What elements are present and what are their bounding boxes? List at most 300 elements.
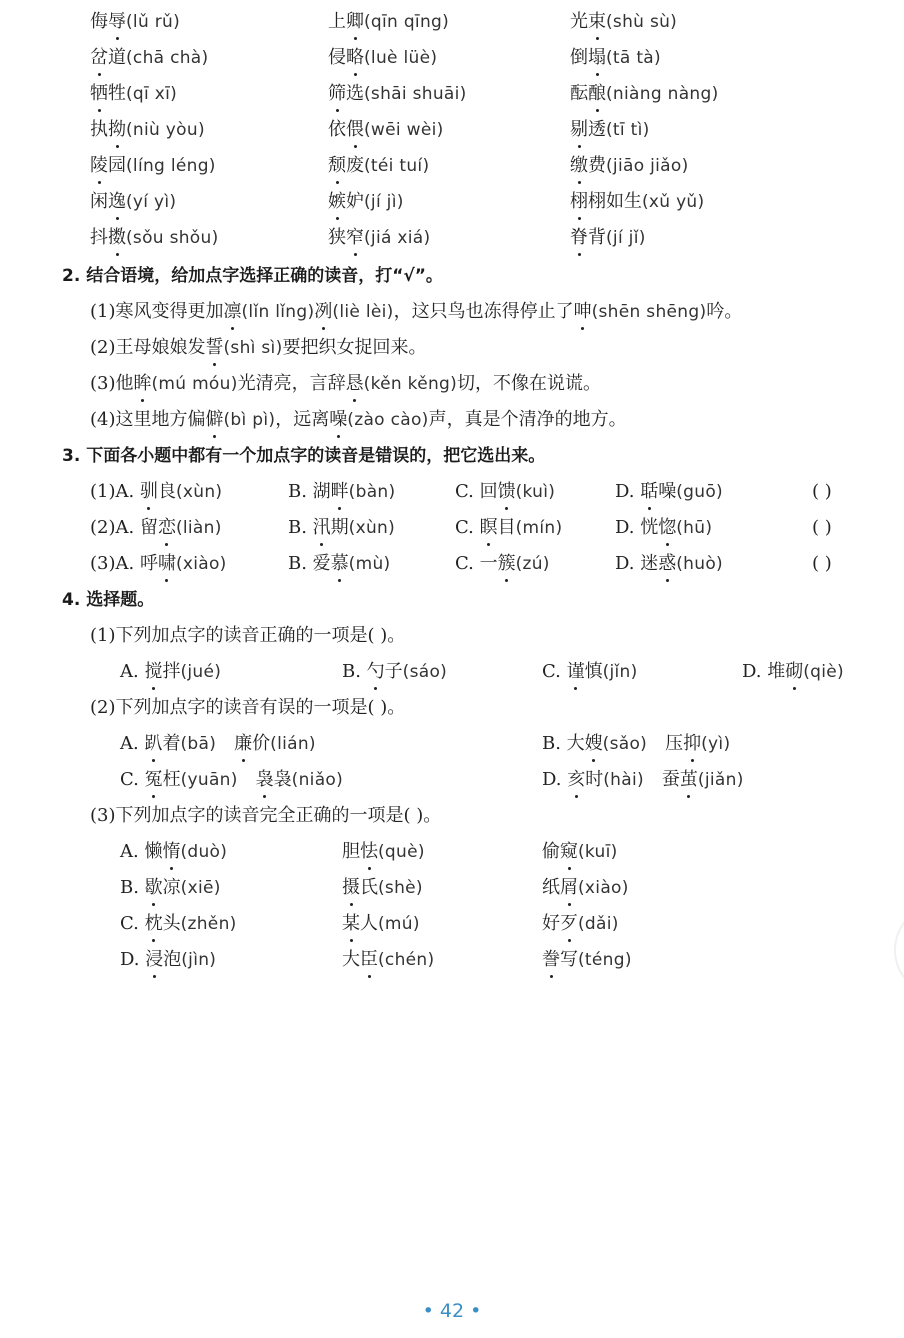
word-char: 背 (588, 227, 606, 248)
dotted-char: 勺 (366, 661, 385, 682)
word-entry (640, 481, 723, 502)
pinyin: (jǐn) (602, 662, 638, 682)
word-char: 上 (328, 11, 346, 32)
word-entry (570, 226, 646, 250)
word-char: 执 (90, 119, 108, 140)
dotted-char: 窥 (560, 841, 578, 862)
word-char: 酝 (570, 83, 588, 104)
word-char: 抖 (90, 227, 108, 248)
dotted-char: 汛 (312, 517, 331, 538)
dotted-char: 馈 (497, 481, 516, 502)
dotted-char: 谨 (566, 661, 585, 682)
dotted-char: 呻 (573, 301, 592, 322)
pinyin: (shè) (378, 878, 423, 898)
word-char: 依 (328, 119, 346, 140)
option-d[interactable] (542, 768, 744, 792)
word-char: 大 (342, 949, 360, 970)
pinyin: (mù) (348, 554, 391, 574)
word-char: 透 (588, 119, 606, 140)
word-entry (140, 517, 222, 538)
pinyin: (xiào) (578, 878, 629, 898)
word-entry (145, 769, 238, 790)
option-a (90, 516, 222, 540)
word-entry (140, 553, 227, 574)
option-label: B. (542, 733, 567, 754)
word-char: 氏 (360, 877, 378, 898)
word-entry (640, 517, 712, 538)
pinyin-choices: (bì pì) (223, 410, 276, 430)
pinyin-choices: (kěn kěng) (363, 374, 458, 394)
dotted-char: 塌 (588, 47, 606, 68)
sentence-text: (2)王母娘娘发 (90, 337, 206, 358)
dotted-char: 誓 (205, 337, 224, 358)
pinyin-choices: (lǐn lǐng) (241, 302, 315, 322)
pinyin: (xǔ yǔ) (642, 192, 705, 212)
dotted-char: 卿 (346, 11, 364, 32)
option-label: D. (615, 517, 641, 538)
word-entry (542, 841, 618, 862)
word-entry (90, 190, 176, 214)
word-entry (542, 949, 632, 970)
word-char: 妒 (346, 191, 364, 212)
dotted-char: 噪 (329, 409, 348, 430)
item-number: (3) (90, 553, 116, 574)
dotted-char: 抑 (683, 733, 702, 754)
word-char: 蚕 (661, 769, 680, 790)
option-label: A. (115, 517, 140, 538)
sentence-text: 光清亮，言辞 (237, 373, 346, 394)
dotted-char: 某 (342, 913, 360, 934)
word-entry (567, 661, 638, 682)
dotted-char: 砌 (785, 661, 804, 682)
option-c[interactable] (120, 768, 343, 792)
dotted-char: 牺 (90, 83, 108, 104)
option-c (455, 516, 562, 540)
word-entry (342, 913, 420, 934)
word-entry (570, 46, 661, 70)
question-3-title: 3. 下面各小题中都有一个加点字的读音是错误的，把它选出来。 (62, 446, 546, 466)
word-entry (665, 733, 730, 754)
option-b (288, 516, 395, 540)
option-c[interactable] (120, 912, 237, 936)
option-a (90, 552, 227, 576)
option-a[interactable] (120, 660, 221, 684)
dotted-char: 摄 (342, 877, 360, 898)
option-word (342, 948, 434, 972)
sentence-text: ，这只鸟也冻得停止了 (393, 301, 574, 322)
word-entry (90, 46, 208, 70)
dotted-char: 驯 (139, 481, 158, 502)
option-d[interactable] (120, 948, 216, 972)
question-2-item (90, 372, 601, 396)
dotted-char: 恳 (345, 373, 364, 394)
dotted-char: 畔 (330, 481, 349, 502)
word-entry (640, 553, 723, 574)
option-d (615, 480, 723, 504)
dotted-char: 惑 (658, 553, 677, 574)
word-entry (313, 517, 395, 538)
dotted-char: 略 (346, 47, 364, 68)
dotted-char: 簇 (497, 553, 516, 574)
word-char: 选 (346, 83, 364, 104)
word-entry (328, 82, 467, 106)
word-entry (328, 190, 404, 214)
pinyin: (luè lüè) (364, 48, 438, 68)
pinyin: (sǒu shǒu) (126, 228, 219, 248)
dotted-char: 辱 (108, 11, 126, 32)
option-word (542, 840, 618, 864)
dotted-char: 屑 (560, 877, 578, 898)
dotted-char: 恋 (157, 517, 176, 538)
dotted-char: 岔 (90, 47, 108, 68)
option-a (90, 480, 222, 504)
pinyin: (shāi shuāi) (364, 84, 467, 104)
word-entry (570, 82, 719, 106)
word-char: 迷 (640, 553, 659, 574)
pinyin: (jí jǐ) (606, 228, 646, 248)
pinyin: (shù sù) (606, 12, 678, 32)
dotted-char: 窄 (346, 227, 364, 248)
pinyin: (què) (378, 842, 425, 862)
option-label: B. (288, 481, 313, 502)
pinyin: (xiào) (175, 554, 227, 574)
sentence-text: ，远离 (275, 409, 330, 430)
word-char: 慎 (584, 661, 603, 682)
word-entry (480, 481, 556, 502)
word-char: 倒 (570, 47, 588, 68)
word-entry (662, 769, 744, 790)
option-label: C. (455, 517, 480, 538)
pinyin: (tā tà) (606, 48, 661, 68)
dotted-char: 惰 (162, 841, 181, 862)
pinyin: (lǔ rǔ) (126, 12, 181, 32)
pinyin: (xiē) (180, 878, 221, 898)
option-word (342, 876, 423, 900)
pinyin: (tī tì) (606, 120, 650, 140)
option-c[interactable] (542, 660, 638, 684)
pinyin: (jìn) (181, 950, 217, 970)
option-d (615, 552, 723, 576)
pinyin: (bàn) (348, 482, 396, 502)
word-char: 期 (330, 517, 349, 538)
dotted-char: 聒 (640, 481, 659, 502)
word-char: 侮 (90, 11, 108, 32)
word-entry (144, 733, 216, 754)
pinyin: (kuì) (515, 482, 556, 502)
word-char: 道 (108, 47, 126, 68)
pinyin: (líng léng) (126, 156, 216, 176)
question-4-title: 4. 选择题。 (62, 590, 155, 610)
pinyin: (jí jì) (364, 192, 404, 212)
dotted-char: 嫂 (584, 733, 603, 754)
word-entry (145, 949, 216, 970)
dotted-char: 筛 (328, 83, 346, 104)
pinyin: (mú) (378, 914, 420, 934)
word-entry (480, 553, 550, 574)
option-word (542, 912, 619, 936)
dotted-char: 颓 (328, 155, 346, 176)
word-entry (145, 877, 221, 898)
word-char: 写 (560, 949, 578, 970)
pinyin: (bā) (180, 734, 217, 754)
word-char: 狭 (328, 227, 346, 248)
word-char: 好 (542, 913, 560, 934)
sentence-text: 吟。 (706, 301, 743, 322)
option-c (455, 552, 550, 576)
dotted-char: 惚 (658, 517, 677, 538)
pinyin: (xùn) (348, 518, 396, 538)
option-label: B. (288, 553, 313, 574)
dotted-char: 冤 (144, 769, 163, 790)
dotted-char: 逸 (108, 191, 126, 212)
word-char: 光 (570, 11, 588, 32)
pinyin: (wēi wèi) (364, 120, 444, 140)
option-a[interactable] (120, 840, 227, 864)
option-label: D. (120, 949, 146, 970)
question-2-item (90, 300, 742, 324)
dotted-char: 栩 (570, 191, 588, 212)
word-entry (144, 661, 221, 682)
dotted-char: 凛 (223, 301, 242, 322)
dotted-char: 剔 (570, 119, 588, 140)
question-2-title: 2. 结合语境，给加点字选择正确的读音，打“√”。 (62, 266, 443, 286)
option-label: C. (120, 769, 145, 790)
pinyin: (qī xī) (126, 84, 178, 104)
pinyin: (téi tuí) (364, 156, 430, 176)
item-number: (1) (90, 481, 116, 502)
option-a[interactable] (120, 732, 316, 756)
word-char: 时 (585, 769, 604, 790)
pinyin: (zú) (515, 554, 550, 574)
word-entry (90, 82, 177, 106)
word-char: 侵 (328, 47, 346, 68)
pinyin: (mín) (515, 518, 563, 538)
option-label: A. (115, 553, 140, 574)
pinyin: (huò) (676, 554, 723, 574)
word-entry (570, 118, 650, 142)
word-char: 价 (252, 733, 271, 754)
word-char: 恍 (640, 517, 659, 538)
word-entry (328, 46, 437, 70)
word-char: 拌 (162, 661, 181, 682)
option-label: D. (615, 553, 641, 574)
option-label: A. (120, 841, 145, 862)
pinyin: (yuān) (180, 770, 238, 790)
pinyin: (xùn) (175, 482, 223, 502)
option-label: B. (120, 877, 145, 898)
dotted-char: 擞 (108, 227, 126, 248)
word-entry (234, 733, 316, 754)
word-entry (256, 769, 343, 790)
word-entry (328, 226, 430, 250)
word-char: 子 (384, 661, 403, 682)
pinyin: (sǎo) (602, 734, 648, 754)
answer-blank[interactable]: ( ) (812, 517, 832, 538)
word-char: 费 (588, 155, 606, 176)
page-edge-decoration (894, 908, 904, 992)
word-char: 废 (346, 155, 364, 176)
word-char: 懒 (144, 841, 163, 862)
word-char: 呼 (139, 553, 158, 574)
pinyin: (jué) (180, 662, 222, 682)
word-char: 栩如生 (588, 191, 642, 212)
option-d (615, 516, 712, 540)
question-4-2-stem: (2)下列加点字的读音有误的一项是( )。 (90, 697, 406, 718)
word-char: 堆 (767, 661, 786, 682)
word-char: 偷 (542, 841, 560, 862)
pinyin-choices: (shēn shēng) (591, 302, 707, 322)
pinyin: (jiāo jiǎo) (606, 156, 689, 176)
dotted-char: 瞑 (479, 517, 498, 538)
word-entry (480, 517, 563, 538)
option-b (288, 552, 390, 576)
dotted-char: 搅 (144, 661, 163, 682)
word-char: 头 (162, 913, 181, 934)
pinyin-choices: (mú móu) (151, 374, 238, 394)
pinyin-choices: (zào cào) (347, 410, 429, 430)
pinyin-choices: (shì sì) (223, 338, 283, 358)
word-char: 泡 (163, 949, 182, 970)
word-entry (144, 841, 227, 862)
option-label: D. (615, 481, 641, 502)
pinyin: (lián) (270, 734, 316, 754)
option-label: A. (120, 733, 145, 754)
word-char: 凉 (162, 877, 181, 898)
pinyin: (qiè) (803, 662, 844, 682)
option-label: D. (542, 769, 568, 790)
dotted-char: 廉 (234, 733, 253, 754)
word-char: 纸 (542, 877, 560, 898)
dotted-char: 束 (588, 11, 606, 32)
page-number: • 42 • (422, 1300, 482, 1322)
option-label: D. (742, 661, 768, 682)
option-label: A. (115, 481, 140, 502)
pinyin: (hài) (603, 770, 644, 790)
word-char: 袅 (273, 769, 292, 790)
option-b[interactable] (342, 660, 447, 684)
word-char: 爱 (312, 553, 331, 574)
pinyin: (guō) (676, 482, 723, 502)
sentence-text: (1)寒风变得更加 (90, 301, 224, 322)
question-4-3-stem: (3)下列加点字的读音完全正确的一项是( )。 (90, 805, 442, 826)
question-4-1-stem: (1)下列加点字的读音正确的一项是( )。 (90, 625, 406, 646)
word-entry (570, 190, 704, 214)
word-entry (313, 553, 391, 574)
word-char: 闲 (90, 191, 108, 212)
dotted-char: 冽 (314, 301, 333, 322)
word-entry (328, 10, 449, 34)
option-word (342, 912, 420, 936)
dotted-char: 僻 (205, 409, 224, 430)
dotted-char: 臣 (360, 949, 378, 970)
dotted-char: 枕 (144, 913, 163, 934)
pinyin: (chén) (378, 950, 435, 970)
pinyin: (jiá xiá) (364, 228, 431, 248)
answer-blank[interactable]: ( ) (812, 553, 832, 574)
pinyin: (jiǎn) (697, 770, 744, 790)
dotted-char: 袅 (255, 769, 274, 790)
dotted-char: 茧 (679, 769, 698, 790)
pinyin: (kuī) (578, 842, 618, 862)
pinyin: (dǎi) (578, 914, 619, 934)
option-b[interactable] (120, 876, 221, 900)
pinyin: (niù yòu) (126, 120, 205, 140)
dotted-char: 趴 (144, 733, 163, 754)
word-entry (328, 154, 429, 178)
dotted-char: 歹 (560, 913, 578, 934)
answer-blank[interactable]: ( ) (812, 481, 832, 502)
sentence-text: 切，不像在说谎。 (457, 373, 602, 394)
sentence-text: 要把织女捉回来。 (282, 337, 427, 358)
word-char: 一 (479, 553, 498, 574)
item-number: (2) (90, 517, 116, 538)
option-d[interactable] (742, 660, 844, 684)
option-label: C. (120, 913, 145, 934)
dotted-char: 拗 (108, 119, 126, 140)
dotted-char: 眸 (133, 373, 152, 394)
word-entry (542, 877, 629, 898)
sentence-text: (3)他 (90, 373, 134, 394)
question-2-item (90, 408, 627, 432)
pinyin: (zhěn) (180, 914, 237, 934)
pinyin: (niàng nàng) (606, 84, 719, 104)
pinyin: (yì) (701, 734, 731, 754)
word-entry (140, 481, 222, 502)
word-char: 压 (665, 733, 684, 754)
word-entry (342, 841, 425, 862)
pinyin: (qīn qīng) (364, 12, 450, 32)
dotted-char: 啸 (157, 553, 176, 574)
option-label: A. (120, 661, 145, 682)
word-char: 大 (566, 733, 585, 754)
option-word (542, 876, 629, 900)
dotted-char: 浸 (145, 949, 164, 970)
option-label: C. (542, 661, 567, 682)
word-entry (367, 661, 447, 682)
sentence-text: (4)这里地方偏 (90, 409, 206, 430)
word-char: 良 (157, 481, 176, 502)
pinyin-choices: (liè lèi) (332, 302, 394, 322)
option-c (455, 480, 555, 504)
word-entry (328, 118, 444, 142)
dotted-char: 亥 (567, 769, 586, 790)
word-entry (767, 661, 844, 682)
word-entry (570, 10, 677, 34)
option-word (542, 948, 632, 972)
dotted-char: 怯 (360, 841, 378, 862)
word-char: 园 (108, 155, 126, 176)
pinyin: (niǎo) (291, 770, 344, 790)
pinyin: (téng) (578, 950, 632, 970)
option-b (288, 480, 395, 504)
option-b[interactable] (542, 732, 730, 756)
word-entry (313, 481, 396, 502)
dotted-char: 嫉 (328, 191, 346, 212)
pinyin: (sáo) (402, 662, 448, 682)
word-char: 人 (360, 913, 378, 934)
word-entry (90, 10, 180, 34)
question-2-item (90, 336, 427, 360)
option-label: B. (342, 661, 367, 682)
word-char: 留 (139, 517, 158, 538)
pinyin: (duò) (180, 842, 228, 862)
word-char: 胆 (342, 841, 360, 862)
word-char: 回 (479, 481, 498, 502)
word-entry (570, 154, 689, 178)
pinyin: (chā chà) (126, 48, 209, 68)
word-char: 牲 (108, 83, 126, 104)
dotted-char: 脊 (570, 227, 588, 248)
